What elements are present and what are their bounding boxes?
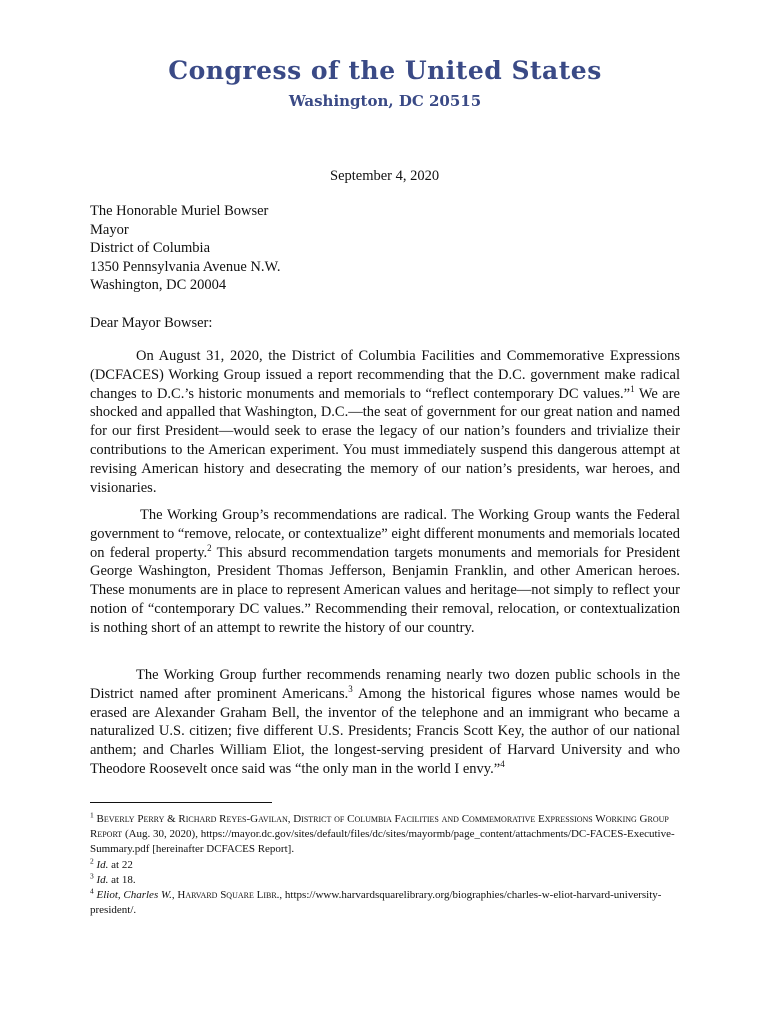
recipient-address	[90, 202, 680, 295]
recipient-jurisdiction: District of Columbia	[90, 240, 211, 256]
footnote-2	[90, 855, 690, 873]
letterhead-address: Washington, DC 20515	[288, 92, 482, 110]
footnote-1-citation: Beverly Perry & Richard Reyes-Gavilan, District of Columbia Facilities and Commemorative Expressions Working Group Report	[90, 813, 669, 841]
footnote-3-text: at 18.	[108, 873, 136, 886]
footnote-2-number: 2	[90, 855, 94, 865]
footnote-ref-1: 1	[630, 383, 635, 394]
recipient-city: Washington, DC 20004	[90, 277, 227, 293]
paragraph-3-text-a: The Working Group further recommends renaming nearly two dozen public schools in the District named after prominent Americans.	[90, 667, 680, 702]
footnote-1-source: (Aug. 30, 2020), https://mayor.dc.gov/sites/default/files/dc/sites/mayormb/page_content/attachments/DC-FACES-Executive-Summary.pdf [hereinafter DCFACES Report].	[90, 828, 675, 856]
footnote-1-number: 1	[90, 810, 94, 820]
footnote-1	[90, 812, 690, 858]
footnote-2-text: at 22	[108, 858, 133, 871]
paragraph-2	[90, 506, 680, 638]
paragraph-3-text-b: Among the historical figures whose names would be erased are Alexander Graham Bell, the inventor of the telephone and an immigrant who became a naturalized U.S. citizen; five different U.S. Presidents; Francis Scott Key, the author of our national anthem; and Charles William Eliot, the longest-serving president of Harvard University and who Theodore Roosevelt once said was “the only man in the world I envy.”	[90, 685, 680, 777]
paragraph-1-text-a: On August 31, 2020, the District of Columbia Facilities and Commemorative Expressions (DCFACES) Working Group issued a report recommending that the D.C. government make radical changes to D.C.’s historic monuments and memorials to “reflect contemporary DC values.”	[90, 348, 680, 402]
footnotes	[90, 812, 690, 918]
paragraph-3	[90, 666, 680, 779]
paragraph-2-text-b: This absurd recommendation targets monuments and memorials for President George Washington, President Thomas Jefferson, Benjamin Franklin, and other American heroes. These monuments are in place to represent American values and heritage—not simply to reflect your notion of “contemporary DC values.” Recommending their removal, relocation, or contextualization is nothing short of an attempt to rewrite the history of our country.	[90, 544, 680, 636]
recipient-street: 1350 Pennsylvania Avenue N.W.	[90, 258, 281, 275]
footnote-ref-3: 3	[348, 683, 353, 694]
paragraph-2-text-a: The Working Group’s recommendations are radical. The Working Group wants the Federal government to “remove, relocate, or contextualize” eight different monuments and memorials located on federal property.	[90, 507, 680, 561]
paragraph-1-text-b: We are shocked and appalled that Washington, D.C.—the seat of government for our great nation and named for our first President—would seek to erase the legacy of our nation’s founders and trivialize their contributions to the American experiment. You must immediately suspend this dangerous attempt at revising American history and desecrating the memory of our nation’s presidents, war heroes, and visionaries.	[90, 385, 680, 496]
footnote-4-source: Harvard Square Libr.	[177, 889, 280, 902]
footnote-divider	[90, 802, 272, 803]
footnote-2-id: Id.	[96, 858, 109, 871]
recipient-name: The Honorable Muriel Bowser	[90, 203, 269, 219]
footnote-4-title: Eliot, Charles W.	[96, 889, 172, 902]
paragraph-1	[90, 347, 680, 497]
footnote-ref-4: 4	[500, 759, 505, 770]
footnote-3-id: Id.	[96, 873, 109, 886]
footnote-3	[90, 873, 690, 888]
footnote-3-number: 3	[90, 871, 94, 881]
letter-date: September 4, 2020	[330, 168, 440, 184]
letterhead-title: Congress of the United States	[168, 56, 602, 85]
footnote-4-number: 4	[90, 886, 94, 896]
footnote-4	[90, 888, 690, 918]
recipient-title: Mayor	[90, 221, 129, 238]
salutation: Dear Mayor Bowser:	[90, 315, 213, 331]
footnote-ref-2: 2	[207, 542, 212, 553]
footnote-4-url: , https://www.harvardsquarelibrary.org/biographies/charles-w-eliot-harvard-university-president/.	[90, 889, 662, 917]
footnote-4-separator: ,	[171, 889, 178, 902]
